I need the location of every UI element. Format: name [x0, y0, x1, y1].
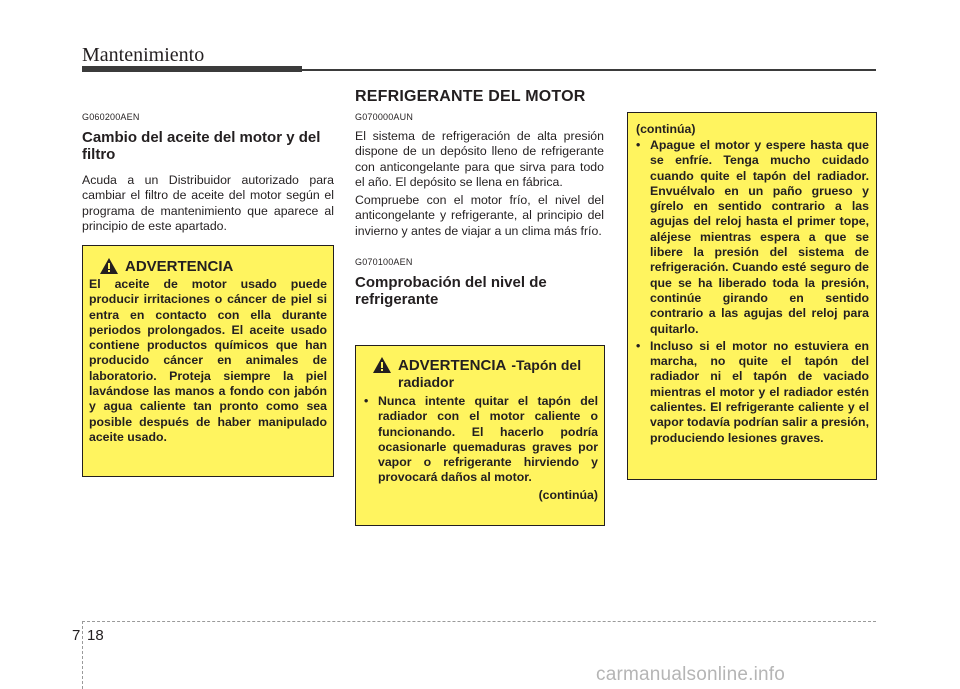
oil-change-heading: Cambio del aceite del motor y del filtro — [82, 129, 321, 163]
header-bar-dark — [82, 66, 302, 72]
continued-warning-box — [627, 112, 877, 480]
coolant-paragraph-2: Compruebe con el motor frío, el nivel del anticongelante y refrigerante, al principio del invierno y antes de viajar a un clima más frío. — [355, 193, 604, 238]
column-2 — [355, 112, 604, 318]
warning-bullet-text: Incluso si el motor no estuviera en marcha, no quite el tapón del radiador ni el tapón de vaciado mientras el motor y el radiador estén calientes. El refrigerante caliente y el vapor todavía podrían salir a presión, produciendo lesiones graves. — [650, 338, 869, 445]
bullet-icon: • — [364, 394, 369, 408]
page-header-title: Mantenimiento — [82, 44, 205, 66]
warning-bullet-text: Nunca intente quitar el tapón del radiador con el motor caliente o funcionando. El hacerlo podría ocasionarle quemaduras graves por vapor o refrigerante hirviendo y provocará daños al motor. — [378, 394, 598, 485]
oil-change-paragraph: Acuda a un Distribuidor autorizado para cambiar el filtro de aceite del motor según el programa de mantenimiento que aparece al principio de este apartado. — [82, 173, 334, 233]
section-title: REFRIGERANTE DEL MOTOR — [355, 88, 586, 105]
warning-title: ADVERTENCIA — [125, 257, 234, 275]
chapter-number: 7 — [72, 627, 81, 644]
bullet-icon: • — [636, 138, 641, 152]
section-code: G060200AEN — [82, 112, 140, 122]
section-code: G070100AEN — [355, 257, 413, 268]
coolant-paragraph-1: El sistema de refrigeración de alta presión dispone de un depósito lleno de refrigerante con anticongelante para que sirva para todo el año. El depósito se llena en fábrica. — [355, 129, 604, 189]
coolant-level-heading: Comprobación del nivel de refrigerante — [355, 274, 547, 309]
warning-triangle-icon — [372, 356, 392, 374]
section-code: G070000AUN — [355, 112, 414, 122]
warning-bullet — [636, 339, 869, 446]
warning-bullet-text: Apague el motor y espere hasta que se enfríe. Tenga mucho cuidado cuando quite el tapón del radiador. Envuélvalo en un paño grueso y gírelo en sentido contrario a las agujas del reloj hasta el primer tope, aléjese mientras espera a que se libere la presión del sistema de refrigeración. Cuando esté seguro de que se ha liberado toda la presión, continúe girando en sentido contrario a las agujas del reloj para quitarlo. — [650, 138, 869, 336]
footer-divider — [82, 621, 876, 622]
footer-vertical-divider — [82, 621, 83, 689]
warning-title: ADVERTENCIA — [398, 356, 507, 374]
bullet-icon: • — [636, 338, 641, 353]
continues-label: (continúa) — [538, 487, 598, 502]
page-number: 18 — [87, 627, 104, 644]
oil-warning-box — [82, 245, 334, 477]
warning-subtitle: -Tapón del — [511, 357, 582, 373]
column-1 — [82, 112, 334, 237]
watermark: carmanualsonline.info — [596, 664, 786, 685]
oil-warning-text: El aceite de motor usado puede producir irritaciones o cáncer de piel si entra en contacto con ella durante periodos prolongados. El aceite usado contiene productos químicos que han producido cáncer en animales de laboratorio. Proteja siempre la piel lavándose las manos a fondo con jabón y agua caliente tan pronto como sea posible después de haber manipulado aceite usado. — [89, 277, 327, 444]
continued-label: (continúa) — [636, 122, 696, 136]
warning-subtitle-2: radiador — [398, 374, 455, 390]
warning-triangle-icon — [99, 257, 119, 275]
radiator-cap-warning-box — [355, 345, 605, 526]
warning-bullet — [636, 138, 869, 337]
header-divider — [302, 69, 876, 71]
warning-bullet — [364, 394, 598, 486]
